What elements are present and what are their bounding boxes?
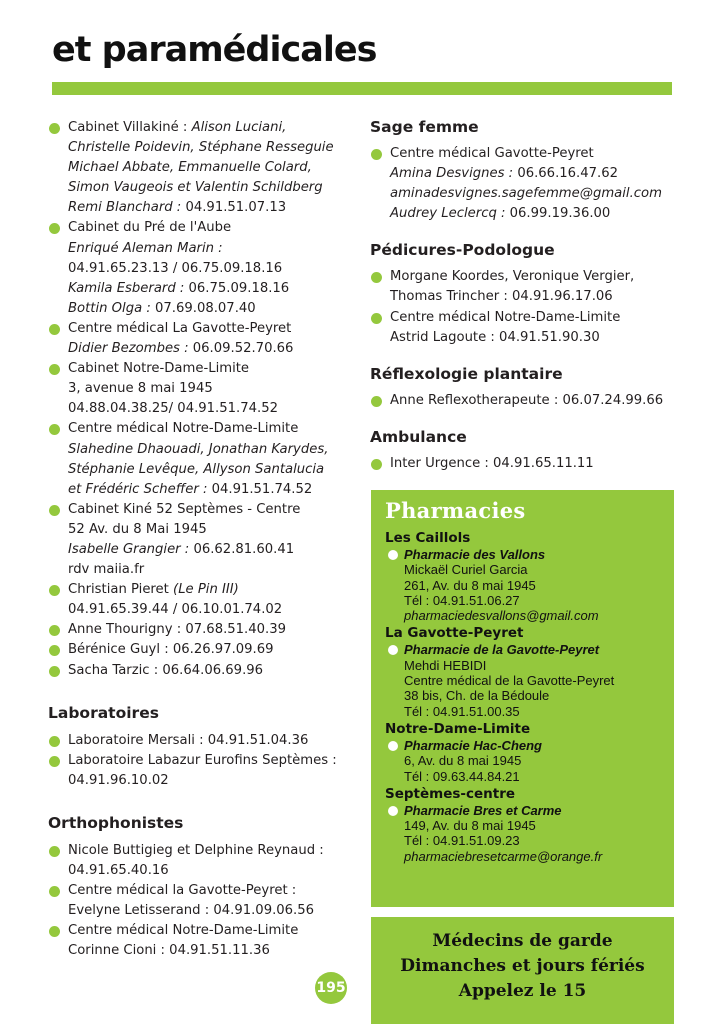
entry-line bbox=[390, 308, 675, 328]
entry-phone: 06.75.09.18.16 bbox=[188, 280, 290, 296]
entry-line bbox=[390, 184, 675, 204]
pharmacy-email: pharmaciebresetcarme@orange.fr bbox=[404, 848, 603, 864]
entry-line bbox=[68, 941, 358, 961]
entry-line bbox=[68, 540, 358, 560]
entry-italic-text: Kamila Esberard : bbox=[68, 280, 189, 296]
list-item bbox=[48, 731, 358, 751]
entry-line bbox=[68, 359, 358, 379]
entry-italic-text: Michael Abbate, Emmanuelle Colard, bbox=[68, 160, 312, 176]
entry-text: Cabinet Notre-Dame-Limite bbox=[68, 361, 250, 377]
entry-italic-text: aminadesvignes.sagefemme@gmail.com bbox=[390, 186, 662, 202]
pharmacy-name: Pharmacie Hac-Cheng bbox=[404, 737, 542, 753]
page-number-badge: 195 bbox=[315, 972, 347, 1004]
entry-line bbox=[68, 218, 358, 238]
entry-text: Laboratoire Labazur Eurofins Septèmes : bbox=[68, 752, 337, 768]
entry-text: Centre médical la Gavotte-Peyret : bbox=[68, 883, 297, 899]
pharmacy-name: Pharmacie de la Gavotte-Peyret bbox=[404, 642, 600, 658]
pharmacy-name: Pharmacie Bres et Carme bbox=[404, 802, 562, 818]
entry-italic-text: et Frédéric Scheffer : bbox=[68, 481, 212, 497]
list-item bbox=[370, 144, 675, 224]
entry-text: Laboratoire Mersali : 04.91.51.04.36 bbox=[68, 732, 309, 748]
section-heading-sage-femme: Sage femme bbox=[370, 118, 479, 136]
entry-text: Anne Reflexotherapeute : 06.07.24.99.66 bbox=[390, 392, 664, 408]
entry-text: Thomas Trincher : 04.91.96.17.06 bbox=[390, 289, 613, 305]
entry-line bbox=[68, 460, 358, 480]
entry-italic-text: Amina Desvignes : bbox=[390, 166, 518, 182]
entry-italic-text: Audrey Leclercq : bbox=[390, 206, 510, 222]
pharmacy-detail: Mehdi HEBIDI bbox=[404, 657, 487, 673]
pharmacies-box bbox=[371, 490, 674, 907]
entry-line bbox=[68, 319, 358, 339]
list-item bbox=[48, 500, 358, 580]
entry-line bbox=[68, 600, 358, 620]
pharmacy-detail: Tél : 09.63.44.84.21 bbox=[404, 768, 520, 784]
entry-line bbox=[68, 480, 358, 500]
entry-text: Cabinet du Pré de l'Aube bbox=[68, 220, 232, 236]
page-title: et paramédicales bbox=[52, 30, 377, 70]
entry-italic-text: Alison Luciani, bbox=[191, 120, 287, 135]
pharmacy-detail: 261, Av. du 8 mai 1945 bbox=[404, 577, 536, 593]
list-item bbox=[370, 267, 675, 307]
entry-line bbox=[68, 751, 358, 771]
entry-line bbox=[68, 841, 358, 861]
pharmacy-detail: 149, Av. du 8 mai 1945 bbox=[404, 818, 536, 834]
list-item bbox=[48, 319, 358, 359]
list-item bbox=[48, 580, 358, 620]
entry-line bbox=[68, 731, 358, 751]
entry-line bbox=[68, 259, 358, 279]
list-item bbox=[370, 308, 675, 348]
pharmacy-email: pharmaciedesvallons@gmail.com bbox=[404, 608, 599, 624]
entry-line bbox=[68, 138, 358, 158]
pharmacy-item bbox=[385, 642, 670, 718]
section-heading-laboratoires: Laboratoires bbox=[48, 703, 159, 722]
entry-italic-text: Bottin Olga : bbox=[68, 300, 155, 316]
entry-phone: 06.62.81.60.41 bbox=[193, 541, 295, 557]
entry-line bbox=[68, 440, 358, 460]
entry-line bbox=[390, 391, 675, 411]
section-heading-reflexologie: Réflexologie plantaire bbox=[370, 364, 563, 383]
list-item bbox=[48, 118, 358, 218]
orthophonistes-list bbox=[48, 841, 358, 962]
entry-line bbox=[68, 379, 358, 399]
entry-text: 04.88.04.38.25/ 04.91.51.74.52 bbox=[68, 401, 278, 417]
pharmacy-area-heading: La Gavotte-Peyret bbox=[385, 625, 524, 642]
entry-italic-text: Enriqué Aleman Marin : bbox=[68, 240, 223, 256]
entry-text: Bérénice Guyl : 06.26.97.09.69 bbox=[68, 642, 274, 658]
garde-line-3: Appelez le 15 bbox=[458, 981, 587, 1001]
entry-line bbox=[68, 339, 358, 359]
entry-line bbox=[390, 454, 675, 474]
entry-line bbox=[68, 620, 358, 640]
entry-line bbox=[390, 144, 675, 164]
list-item bbox=[48, 661, 358, 681]
pedicures-list bbox=[370, 267, 675, 347]
left-column bbox=[48, 118, 358, 961]
entry-phone: 04.91.51.74.52 bbox=[211, 481, 313, 497]
entry-line bbox=[68, 500, 358, 520]
right-column bbox=[370, 117, 675, 474]
entry-line bbox=[390, 328, 675, 348]
pharmacy-detail: 6, Av. du 8 mai 1945 bbox=[404, 753, 522, 769]
list-item bbox=[48, 640, 358, 660]
entry-line bbox=[390, 267, 675, 287]
entry-text: Evelyne Letisserand : 04.91.09.06.56 bbox=[68, 903, 315, 919]
entry-line bbox=[68, 178, 358, 198]
garde-line-2: Dimanches et jours fériés bbox=[400, 956, 645, 976]
entry-text: Cabinet Kiné 52 Septèmes - Centre bbox=[68, 501, 301, 517]
entry-line bbox=[68, 901, 358, 921]
entry-italic-text: Isabelle Grangier : bbox=[68, 541, 194, 557]
entry-italic-text: Didier Bezombes : bbox=[68, 341, 193, 357]
entry-italic-text: Remi Blanchard : bbox=[68, 200, 186, 216]
entry-phone: 06.66.16.47.62 bbox=[517, 166, 618, 182]
entry-text: Sacha Tarzic : 06.64.06.69.96 bbox=[68, 662, 264, 678]
sage-femme-list bbox=[370, 144, 675, 224]
pharmacies-list bbox=[385, 528, 670, 864]
list-item bbox=[48, 841, 358, 881]
garde-line-1: Médecins de garde bbox=[432, 931, 613, 951]
entry-italic-text: (Le Pin III) bbox=[173, 582, 239, 598]
entry-text: Astrid Lagoute : 04.91.51.90.30 bbox=[390, 329, 600, 345]
reflexologie-list bbox=[370, 391, 675, 411]
list-item bbox=[48, 218, 358, 318]
entry-text: Corinne Cioni : 04.91.51.11.36 bbox=[68, 943, 270, 959]
entry-line bbox=[390, 287, 675, 307]
entry-line bbox=[68, 279, 358, 299]
pharmacy-detail: Mickaël Curiel Garcia bbox=[404, 562, 528, 578]
pharmacy-item bbox=[385, 547, 670, 623]
entry-text: Anne Thourigny : 07.68.51.40.39 bbox=[68, 622, 286, 638]
entry-line bbox=[68, 921, 358, 941]
entry-text: 04.91.65.39.44 / 06.10.01.74.02 bbox=[68, 602, 283, 618]
section-heading-orthophonistes: Orthophonistes bbox=[48, 813, 184, 832]
entry-line bbox=[68, 239, 358, 259]
list-item bbox=[48, 359, 358, 419]
entry-line bbox=[68, 881, 358, 901]
entry-text: 04.91.65.23.13 / 06.75.09.18.16 bbox=[68, 260, 283, 276]
list-item bbox=[48, 751, 358, 791]
title-underline-bar bbox=[52, 82, 672, 95]
paramedical-list bbox=[48, 118, 358, 681]
entry-line bbox=[390, 204, 675, 224]
pharmacies-heading: Pharmacies bbox=[385, 498, 526, 523]
section-heading-ambulance: Ambulance bbox=[370, 427, 467, 446]
entry-text: Centre médical Gavotte-Peyret bbox=[390, 146, 594, 161]
list-item bbox=[48, 620, 358, 640]
entry-text: Cabinet Villakiné : bbox=[68, 120, 192, 135]
entry-line bbox=[68, 299, 358, 319]
pharmacy-name: Pharmacie des Vallons bbox=[404, 547, 546, 562]
pharmacy-area-heading: Notre-Dame-Limite bbox=[385, 720, 531, 737]
entry-italic-text: Simon Vaugeois et Valentin Schildberg bbox=[68, 180, 323, 196]
entry-line bbox=[68, 118, 358, 138]
entry-line bbox=[68, 520, 358, 540]
list-item bbox=[48, 419, 358, 499]
entry-text: Centre médical Notre-Dame-Limite bbox=[390, 309, 621, 325]
entry-text: Centre médical Notre-Dame-Limite bbox=[68, 421, 299, 437]
entry-phone: 06.09.52.70.66 bbox=[192, 341, 294, 357]
entry-line bbox=[68, 419, 358, 439]
pharmacy-detail: Tél : 04.91.51.09.23 bbox=[404, 833, 520, 849]
section-heading-pedicures: Pédicures-Podologue bbox=[370, 241, 555, 260]
entry-line bbox=[390, 164, 675, 184]
entry-italic-text: Slahedine Dhaouadi, Jonathan Karydes, bbox=[68, 441, 329, 457]
entry-italic-text: Christelle Poidevin, Stéphane Resseguie bbox=[68, 140, 334, 156]
entry-text: Christian Pieret bbox=[68, 582, 174, 598]
entry-line bbox=[68, 861, 358, 881]
entry-line bbox=[68, 580, 358, 600]
pharmacy-detail: Tél : 04.91.51.06.27 bbox=[404, 592, 520, 608]
medecins-de-garde-box bbox=[371, 917, 674, 1024]
pharmacy-area-heading: Les Caillols bbox=[385, 530, 471, 546]
entry-text: Centre médical La Gavotte-Peyret bbox=[68, 320, 292, 336]
laboratoires-list bbox=[48, 731, 358, 791]
entry-line bbox=[68, 158, 358, 178]
list-item bbox=[370, 391, 675, 411]
pharmacy-item bbox=[385, 803, 670, 864]
entry-text: Morgane Koordes, Veronique Vergier, bbox=[390, 269, 635, 285]
pharmacy-detail: Centre médical de la Gavotte-Peyret bbox=[404, 673, 615, 689]
entry-phone: 06.99.19.36.00 bbox=[509, 206, 611, 222]
entry-text: 3, avenue 8 mai 1945 bbox=[68, 381, 213, 397]
entry-text: 52 Av. du 8 Mai 1945 bbox=[68, 521, 207, 537]
entry-text: 04.91.96.10.02 bbox=[68, 772, 169, 788]
entry-line bbox=[68, 661, 358, 681]
entry-text: Centre médical Notre-Dame-Limite bbox=[68, 923, 299, 939]
entry-text: rdv maiia.fr bbox=[68, 562, 145, 578]
list-item bbox=[370, 454, 675, 474]
pharmacy-area-heading: Septèmes-centre bbox=[385, 785, 516, 802]
ambulance-list bbox=[370, 454, 675, 474]
entry-line bbox=[68, 399, 358, 419]
entry-text: 04.91.65.40.16 bbox=[68, 863, 169, 878]
entry-phone: 07.69.08.07.40 bbox=[155, 300, 256, 316]
entry-line bbox=[68, 640, 358, 660]
entry-line bbox=[68, 198, 358, 218]
entry-text: Nicole Buttigieg et Delphine Reynaud : bbox=[68, 842, 324, 858]
list-item bbox=[48, 881, 358, 921]
pharmacy-item bbox=[385, 738, 670, 784]
entry-phone: 04.91.51.07.13 bbox=[185, 200, 287, 216]
pharmacy-detail: Tél : 04.91.51.00.35 bbox=[404, 703, 520, 719]
list-item bbox=[48, 921, 358, 961]
entry-line bbox=[68, 560, 358, 580]
entry-line bbox=[68, 771, 358, 791]
pharmacy-detail: 38 bis, Ch. de la Bédoule bbox=[404, 688, 550, 704]
entry-text: Inter Urgence : 04.91.65.11.11 bbox=[390, 455, 594, 471]
entry-italic-text: Stéphanie Levêque, Allyson Santalucia bbox=[68, 461, 325, 477]
